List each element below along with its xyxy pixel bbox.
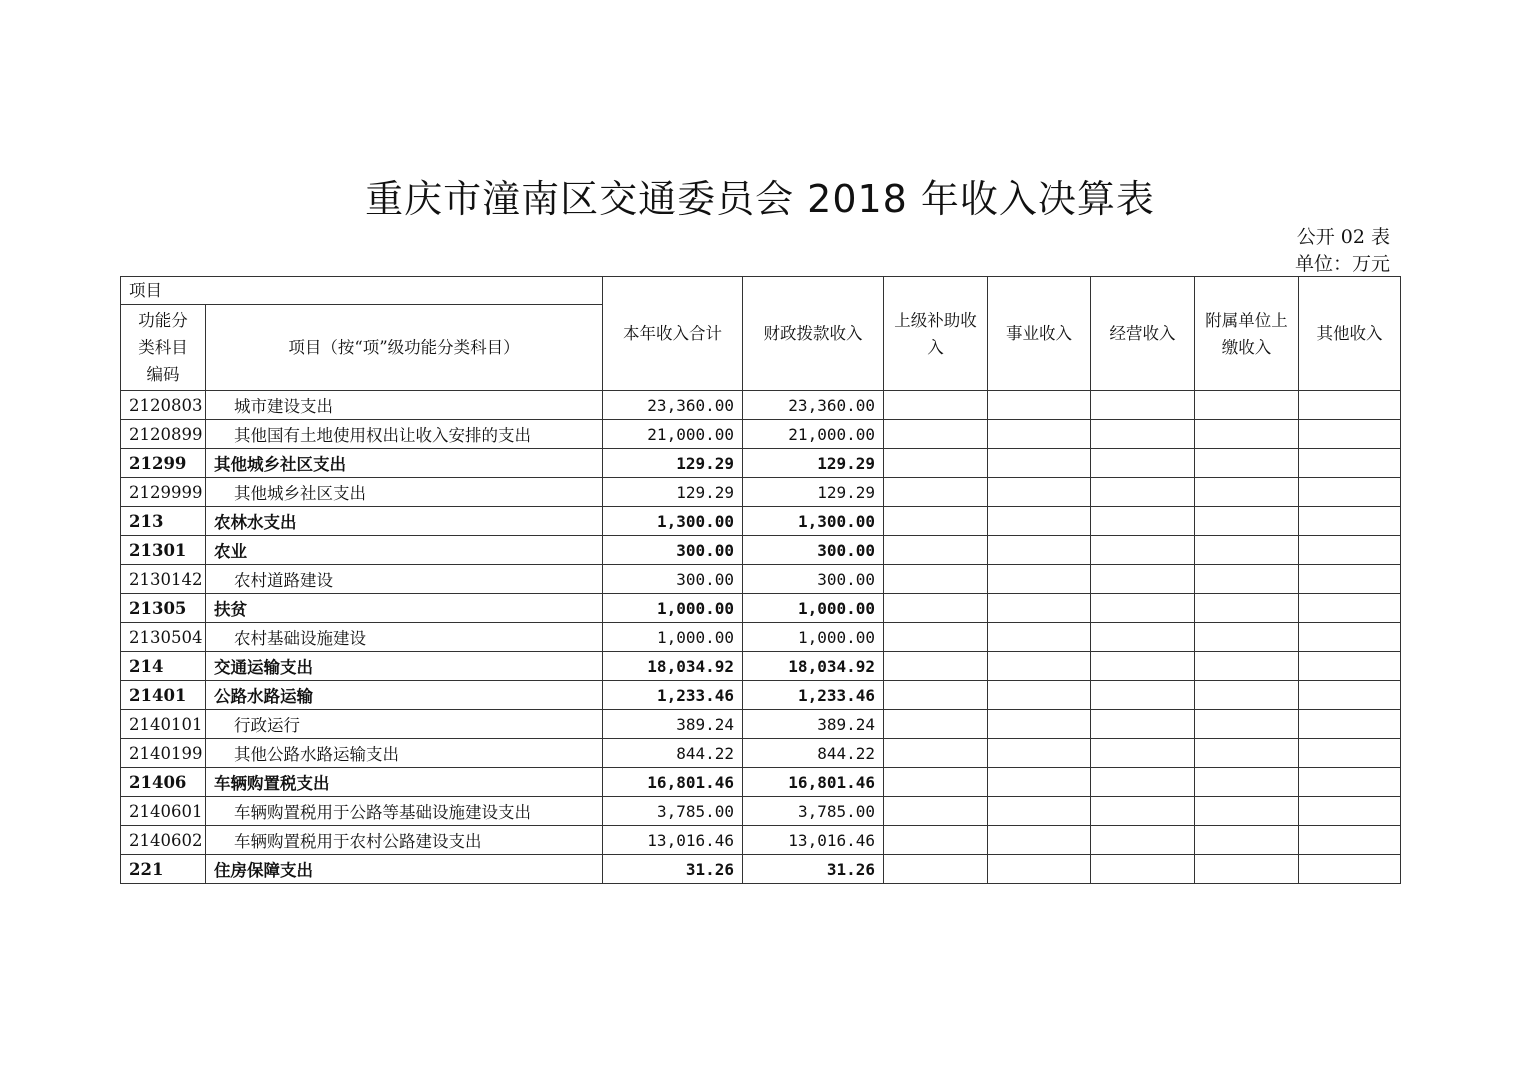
row-code: 21401: [121, 681, 206, 710]
unit-label: 单位：万元: [1294, 253, 1390, 275]
row-business: [988, 826, 1091, 855]
table-row: [121, 797, 1401, 826]
row-name: 车辆购置税支出: [206, 768, 603, 797]
table-row: [121, 826, 1401, 855]
row-affiliated: [1195, 826, 1299, 855]
row-name: 公路水路运输: [206, 681, 603, 710]
row-code: 21305: [121, 594, 206, 623]
row-affiliated: [1195, 768, 1299, 797]
income-table: [120, 276, 1401, 884]
row-other: [1299, 536, 1401, 565]
row-fiscal: 129.29: [743, 478, 884, 507]
row-business: [988, 449, 1091, 478]
row-name: 车辆购置税用于公路等基础设施建设支出: [206, 797, 603, 826]
row-fiscal: 1,000.00: [743, 594, 884, 623]
table-row: [121, 739, 1401, 768]
row-affiliated: [1195, 478, 1299, 507]
row-other: [1299, 449, 1401, 478]
row-fiscal: 300.00: [743, 536, 884, 565]
row-code: 213: [121, 507, 206, 536]
row-operating: [1091, 710, 1195, 739]
row-fiscal: 3,785.00: [743, 797, 884, 826]
row-superior: [884, 391, 988, 420]
row-total: 31.26: [603, 855, 743, 884]
row-superior: [884, 710, 988, 739]
row-operating: [1091, 797, 1195, 826]
row-operating: [1091, 681, 1195, 710]
row-superior: [884, 449, 988, 478]
row-operating: [1091, 768, 1195, 797]
row-name: 住房保障支出: [206, 855, 603, 884]
row-superior: [884, 623, 988, 652]
row-total: 389.24: [603, 710, 743, 739]
row-other: [1299, 681, 1401, 710]
row-superior: [884, 507, 988, 536]
row-fiscal: 13,016.46: [743, 826, 884, 855]
row-business: [988, 536, 1091, 565]
row-fiscal: 16,801.46: [743, 768, 884, 797]
row-fiscal: 844.22: [743, 739, 884, 768]
row-business: [988, 710, 1091, 739]
row-total: 23,360.00: [603, 391, 743, 420]
row-code: 21301: [121, 536, 206, 565]
row-other: [1299, 507, 1401, 536]
row-name: 行政运行: [206, 710, 603, 739]
row-total: 300.00: [603, 565, 743, 594]
row-other: [1299, 797, 1401, 826]
table-row: [121, 507, 1401, 536]
row-operating: [1091, 855, 1195, 884]
table-row: [121, 536, 1401, 565]
header-affiliated: 附属单位上缴收入: [1195, 277, 1299, 391]
row-fiscal: 1,000.00: [743, 623, 884, 652]
row-business: [988, 391, 1091, 420]
header-item-name: 项目（按“项”级功能分类科目）: [206, 305, 603, 391]
row-operating: [1091, 594, 1195, 623]
header-total: 本年收入合计: [603, 277, 743, 391]
row-affiliated: [1195, 797, 1299, 826]
row-operating: [1091, 449, 1195, 478]
row-code: 2130142: [121, 565, 206, 594]
row-code: 2140601: [121, 797, 206, 826]
row-business: [988, 507, 1091, 536]
row-business: [988, 565, 1091, 594]
row-total: 844.22: [603, 739, 743, 768]
row-code: 2140199: [121, 739, 206, 768]
row-name: 城市建设支出: [206, 391, 603, 420]
table-row: [121, 855, 1401, 884]
row-affiliated: [1195, 594, 1299, 623]
row-name: 农业: [206, 536, 603, 565]
table-row: [121, 652, 1401, 681]
header-func-code: 功能分类科目编码: [121, 305, 206, 391]
row-other: [1299, 768, 1401, 797]
row-affiliated: [1195, 391, 1299, 420]
table-row: [121, 710, 1401, 739]
row-total: 300.00: [603, 536, 743, 565]
row-superior: [884, 681, 988, 710]
row-name: 车辆购置税用于农村公路建设支出: [206, 826, 603, 855]
row-affiliated: [1195, 710, 1299, 739]
row-fiscal: 300.00: [743, 565, 884, 594]
row-other: [1299, 594, 1401, 623]
row-business: [988, 478, 1091, 507]
row-code: 2120899: [121, 420, 206, 449]
row-other: [1299, 420, 1401, 449]
row-affiliated: [1195, 536, 1299, 565]
row-other: [1299, 855, 1401, 884]
row-total: 21,000.00: [603, 420, 743, 449]
row-fiscal: 21,000.00: [743, 420, 884, 449]
row-other: [1299, 710, 1401, 739]
row-operating: [1091, 826, 1195, 855]
row-operating: [1091, 623, 1195, 652]
table-row: [121, 565, 1401, 594]
row-business: [988, 594, 1091, 623]
row-operating: [1091, 507, 1195, 536]
row-total: 129.29: [603, 449, 743, 478]
row-name: 农村道路建设: [206, 565, 603, 594]
row-total: 13,016.46: [603, 826, 743, 855]
row-name: 农林水支出: [206, 507, 603, 536]
row-operating: [1091, 478, 1195, 507]
row-name: 其他城乡社区支出: [206, 478, 603, 507]
row-superior: [884, 478, 988, 507]
row-affiliated: [1195, 565, 1299, 594]
row-affiliated: [1195, 623, 1299, 652]
row-total: 3,785.00: [603, 797, 743, 826]
row-total: 129.29: [603, 478, 743, 507]
row-superior: [884, 768, 988, 797]
row-fiscal: 1,233.46: [743, 681, 884, 710]
table-row: [121, 768, 1401, 797]
row-fiscal: 23,360.00: [743, 391, 884, 420]
row-other: [1299, 391, 1401, 420]
table-row: [121, 681, 1401, 710]
row-superior: [884, 420, 988, 449]
row-superior: [884, 536, 988, 565]
row-other: [1299, 565, 1401, 594]
row-business: [988, 739, 1091, 768]
table-row: [121, 391, 1401, 420]
row-business: [988, 797, 1091, 826]
table-body: [121, 391, 1401, 884]
row-total: 1,000.00: [603, 623, 743, 652]
row-business: [988, 855, 1091, 884]
row-total: 1,300.00: [603, 507, 743, 536]
row-total: 16,801.46: [603, 768, 743, 797]
row-superior: [884, 652, 988, 681]
row-code: 2140101: [121, 710, 206, 739]
row-other: [1299, 826, 1401, 855]
row-superior: [884, 739, 988, 768]
row-business: [988, 768, 1091, 797]
row-fiscal: 389.24: [743, 710, 884, 739]
table-row: [121, 478, 1401, 507]
header-superior: 上级补助收入: [884, 277, 988, 391]
header-business: 事业收入: [988, 277, 1091, 391]
row-code: 2130504: [121, 623, 206, 652]
row-superior: [884, 565, 988, 594]
table-row: [121, 420, 1401, 449]
row-superior: [884, 855, 988, 884]
row-name: 其他国有土地使用权出让收入安排的支出: [206, 420, 603, 449]
row-operating: [1091, 565, 1195, 594]
row-fiscal: 31.26: [743, 855, 884, 884]
row-name: 其他公路水路运输支出: [206, 739, 603, 768]
row-code: 21299: [121, 449, 206, 478]
row-affiliated: [1195, 652, 1299, 681]
row-code: 21406: [121, 768, 206, 797]
row-superior: [884, 594, 988, 623]
row-total: 18,034.92: [603, 652, 743, 681]
row-operating: [1091, 536, 1195, 565]
row-name: 农村基础设施建设: [206, 623, 603, 652]
row-total: 1,000.00: [603, 594, 743, 623]
row-fiscal: 1,300.00: [743, 507, 884, 536]
header-item: 项目: [121, 277, 603, 305]
table-row: [121, 449, 1401, 478]
row-business: [988, 623, 1091, 652]
row-fiscal: 129.29: [743, 449, 884, 478]
row-name: 扶贫: [206, 594, 603, 623]
row-affiliated: [1195, 855, 1299, 884]
row-code: 2120803: [121, 391, 206, 420]
row-total: 1,233.46: [603, 681, 743, 710]
table-row: [121, 623, 1401, 652]
row-name: 其他城乡社区支出: [206, 449, 603, 478]
row-other: [1299, 739, 1401, 768]
row-affiliated: [1195, 681, 1299, 710]
row-affiliated: [1195, 420, 1299, 449]
row-code: 214: [121, 652, 206, 681]
row-affiliated: [1195, 507, 1299, 536]
row-operating: [1091, 739, 1195, 768]
row-operating: [1091, 391, 1195, 420]
row-code: 2129999: [121, 478, 206, 507]
row-operating: [1091, 420, 1195, 449]
table-code: 公开 02 表: [1296, 226, 1390, 248]
row-other: [1299, 478, 1401, 507]
row-business: [988, 681, 1091, 710]
row-business: [988, 652, 1091, 681]
row-affiliated: [1195, 449, 1299, 478]
row-affiliated: [1195, 739, 1299, 768]
row-business: [988, 420, 1091, 449]
header-other: 其他收入: [1299, 277, 1401, 391]
row-code: 221: [121, 855, 206, 884]
page-title: 重庆市潼南区交通委员会 2018 年收入决算表: [365, 177, 1155, 221]
header-fiscal: 财政拨款收入: [743, 277, 884, 391]
row-other: [1299, 652, 1401, 681]
table-row: [121, 594, 1401, 623]
row-code: 2140602: [121, 826, 206, 855]
row-name: 交通运输支出: [206, 652, 603, 681]
row-other: [1299, 623, 1401, 652]
row-superior: [884, 826, 988, 855]
row-superior: [884, 797, 988, 826]
header-operating: 经营收入: [1091, 277, 1195, 391]
row-fiscal: 18,034.92: [743, 652, 884, 681]
row-operating: [1091, 652, 1195, 681]
